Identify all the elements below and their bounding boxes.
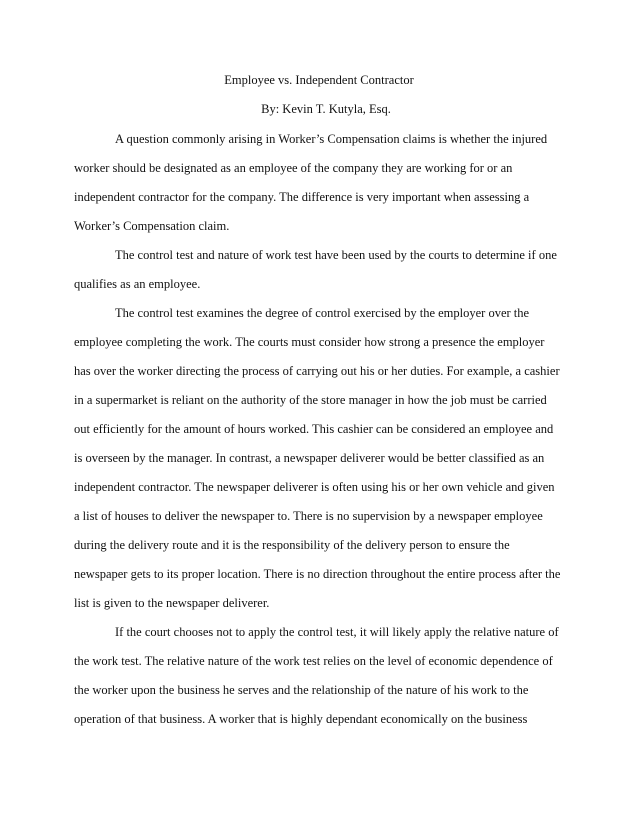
text-line: employee completing the work. The courts must consider how strong a presence the employer xyxy=(74,335,545,349)
text-line: operation of that business. A worker that is highly dependant economically on the business xyxy=(74,712,528,726)
text-line: The control test examines the degree of control exercised by the employer over the xyxy=(115,306,530,320)
text-line: A question commonly arising in Worker’s Compensation claims is whether the injured xyxy=(115,132,548,146)
text-line: out efficiently for the amount of hours worked. This cashier can be considered an employee and xyxy=(74,422,554,436)
document-title: Employee vs. Independent Contractor xyxy=(224,73,414,87)
text-line: in a supermarket is reliant on the authority of the store manager in how the job must be carried xyxy=(74,393,547,407)
text-line: during the delivery route and it is the responsibility of the delivery person to ensure the xyxy=(74,538,510,552)
text-line: has over the worker directing the process of carrying out his or her duties. For example, a cashier xyxy=(74,364,560,378)
text-line: newspaper gets to its proper location. There is no direction throughout the entire process after the xyxy=(74,567,561,581)
text-line: the worker upon the business he serves and the relationship of the nature of his work to the xyxy=(74,683,529,697)
text-line: independent contractor. The newspaper deliverer is often using his or her own vehicle and given xyxy=(74,480,555,494)
text-line: the work test. The relative nature of the work test relies on the level of economic dependence of xyxy=(74,654,553,668)
text-line: independent contractor for the company. The difference is very important when assessing a xyxy=(74,190,530,204)
text-line: list is given to the newspaper deliverer. xyxy=(74,596,270,610)
text-line: The control test and nature of work test have been used by the courts to determine if one xyxy=(115,248,557,262)
text-line: worker should be designated as an employee of the company they are working for or an xyxy=(74,161,513,175)
text-line: a list of houses to deliver the newspaper to. There is no supervision by a newspaper employee xyxy=(74,509,543,523)
text-line: qualifies as an employee. xyxy=(74,277,201,291)
text-line: If the court chooses not to apply the control test, it will likely apply the relative nature of xyxy=(115,625,559,639)
document-byline: By: Kevin T. Kutyla, Esq. xyxy=(261,102,391,116)
text-line: is overseen by the manager. In contrast, a newspaper deliverer would be better classified as an xyxy=(74,451,545,465)
text-line: Worker’s Compensation claim. xyxy=(74,219,230,233)
